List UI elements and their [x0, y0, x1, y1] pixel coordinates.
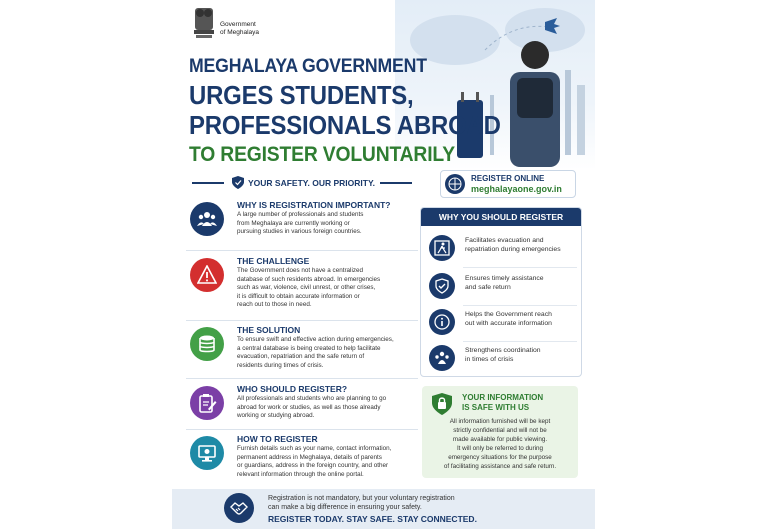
why-item-icon-bg — [429, 345, 455, 371]
section-solution — [186, 325, 416, 377]
divider — [186, 378, 418, 379]
register-url-link[interactable]: meghalayaone.gov.in — [471, 184, 562, 194]
section-body: Furnish details such as your name, contact information, permanent address in Meghalaya, details of parents or guardians, address in the foreign country, and other relevant information through the online portal. — [237, 445, 392, 478]
people-icon — [434, 350, 450, 366]
why-item — [427, 306, 577, 342]
section-icon — [190, 202, 224, 236]
divider — [186, 320, 418, 321]
poster — [172, 0, 595, 529]
lock-shield-icon — [430, 392, 454, 416]
section-body: To ensure swift and effective action during emergencies, a central database is being created to help facilitate evacuation, repatriation and the safe return of residents during times of crisis. — [237, 336, 394, 369]
register-online-box[interactable] — [440, 170, 576, 198]
section-body: All professionals and students who are planning to go abroad for work or studies, as well as those already working or studying abroad. — [237, 395, 387, 420]
footer-banner — [172, 489, 595, 529]
divider — [186, 429, 418, 430]
globe-icon — [445, 174, 465, 194]
divider — [463, 267, 577, 268]
why-item — [427, 342, 577, 378]
handshake-icon-bg — [224, 493, 254, 523]
section-title: WHO SHOULD REGISTER? — [237, 384, 348, 394]
section-how-to-register — [186, 434, 416, 484]
section-icon — [190, 386, 224, 420]
safe-title: YOUR INFORMATION IS SAFE WITH US — [462, 393, 544, 412]
section-title: WHY IS REGISTRATION IMPORTANT? — [237, 200, 391, 210]
register-online-label: REGISTER ONLINE — [471, 174, 545, 183]
title-line-4: TO REGISTER VOLUNTARILY — [189, 143, 455, 166]
why-item-text: Facilitates evacuation and repatriation during emergencies — [465, 237, 561, 253]
footer-slogan: REGISTER TODAY. STAY SAFE. STAY CONNECTED. — [268, 514, 477, 524]
shield-check-icon — [434, 278, 450, 294]
people-group-icon — [197, 209, 217, 229]
section-challenge — [186, 256, 416, 318]
section-body: A large number of professionals and students from Meghalaya are currently working or pursuing studies in various foreign countries. — [237, 211, 364, 236]
why-item-icon-bg — [429, 273, 455, 299]
why-item-text: Strengthens coordination in times of crisis — [465, 347, 541, 363]
divider — [186, 250, 418, 251]
section-icon — [190, 258, 224, 292]
title-line-3: PROFESSIONALS ABROAD — [189, 110, 501, 140]
evacuation-icon — [434, 240, 450, 256]
why-item-text: Helps the Government reach out with accurate information — [465, 311, 552, 327]
national-emblem-icon — [192, 4, 216, 42]
safe-body: All information furnished will be kept strictly confidential and will not be made available for public viewing. It will only be referred to during emergency situations for the purpose of facilitating assistance and safe return. — [443, 418, 557, 470]
why-item-icon-bg — [429, 235, 455, 261]
database-icon — [197, 334, 217, 354]
warning-icon — [197, 265, 217, 285]
section-title: THE SOLUTION — [237, 325, 301, 335]
why-register-panel — [420, 207, 582, 377]
section-icon — [190, 436, 224, 470]
why-item — [427, 270, 577, 306]
section-title: HOW TO REGISTER — [237, 434, 318, 444]
section-icon — [190, 327, 224, 361]
information-safe-box — [422, 386, 578, 478]
computer-icon — [197, 443, 217, 463]
section-why-important — [186, 200, 416, 246]
section-title: THE CHALLENGE — [237, 256, 310, 266]
shield-icon — [232, 176, 244, 189]
why-item-icon-bg — [429, 309, 455, 335]
government-label: Government of Meghalaya — [220, 21, 260, 36]
tagline-text: YOUR SAFETY. OUR PRIORITY. — [248, 178, 376, 188]
clipboard-edit-icon — [197, 393, 217, 413]
info-icon — [434, 314, 450, 330]
tagline-rule — [192, 182, 224, 184]
footer-note: Registration is not mandatory, but your voluntary registration can make a big difference in ensuring your safety. — [268, 495, 455, 511]
section-body: The Government does not have a centralized database of such residents abroad. In emergencies such as war, violence, civil unrest, or other crises, it is difficult to obtain accurate information or reach out to those in need. — [237, 267, 381, 309]
why-item-text: Ensures timely assistance and safe return — [465, 275, 544, 291]
why-register-heading: WHY YOU SHOULD REGISTER — [421, 208, 581, 226]
tagline — [192, 176, 412, 190]
handshake-icon — [230, 500, 248, 516]
tagline-rule — [380, 182, 412, 184]
title-line-1: MEGHALAYA GOVERNMENT — [189, 56, 427, 77]
why-item — [427, 232, 577, 268]
title-line-2: URGES STUDENTS, — [189, 80, 414, 110]
section-who-should-register — [186, 384, 416, 428]
